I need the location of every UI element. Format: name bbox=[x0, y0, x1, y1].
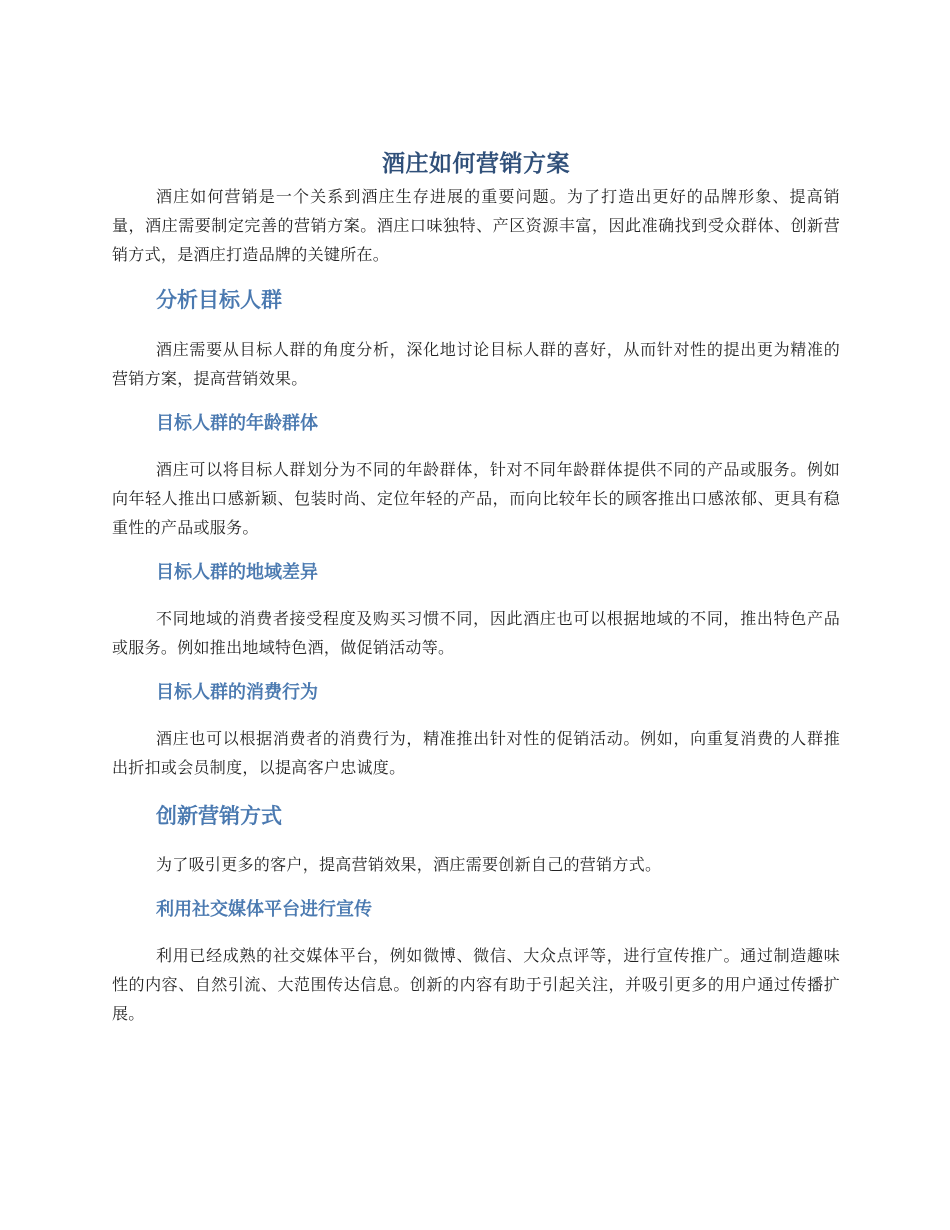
subheading-age-groups: 目标人群的年龄群体 bbox=[156, 413, 318, 434]
section-heading-innovative-marketing: 创新营销方式 bbox=[156, 804, 282, 828]
section-paragraph-target-audience: 酒庄需要从目标人群的角度分析，深化地讨论目标人群的喜好，从而针对性的提出更为精准的营销方案，提高营销效果。 bbox=[112, 340, 840, 388]
paragraph-regional-differences: 不同地域的消费者接受程度及购买习惯不同，因此酒庄也可以根据地域的不同，推出特色产品或服务。例如推出地域特色酒，做促销活动等。 bbox=[112, 609, 840, 657]
subheading-social-media: 利用社交媒体平台进行宣传 bbox=[156, 899, 372, 920]
paragraph-consumer-behavior: 酒庄也可以根据消费者的消费行为，精准推出针对性的促销活动。例如，向重复消费的人群推出折扣或会员制度，以提高客户忠诚度。 bbox=[112, 729, 840, 777]
section-paragraph-innovative-marketing: 为了吸引更多的客户，提高营销效果，酒庄需要创新自己的营销方式。 bbox=[156, 855, 662, 874]
section-heading-target-audience: 分析目标人群 bbox=[156, 288, 282, 312]
intro-paragraph: 酒庄如何营销是一个关系到酒庄生存进展的重要问题。为了打造出更好的品牌形象、提高销量，酒庄需要制定完善的营销方案。酒庄口味独特、产区资源丰富，因此准确找到受众群体、创新营销方式，是酒庄打造品牌的关键所在。 bbox=[112, 187, 840, 264]
subheading-consumer-behavior: 目标人群的消费行为 bbox=[156, 682, 318, 703]
document-page bbox=[112, 148, 840, 1028]
document-title: 酒庄如何营销方案 bbox=[382, 151, 570, 177]
subheading-regional-differences: 目标人群的地域差异 bbox=[156, 562, 318, 583]
paragraph-social-media: 利用已经成熟的社交媒体平台，例如微博、微信、大众点评等，进行宣传推广。通过制造趣味性的内容、自然引流、大范围传达信息。创新的内容有助于引起关注，并吸引更多的用户通过传播扩展。 bbox=[112, 946, 840, 1023]
paragraph-age-groups: 酒庄可以将目标人群划分为不同的年龄群体，针对不同年龄群体提供不同的产品或服务。例如向年轻人推出口感新颖、包装时尚、定位年轻的产品，而向比较年长的顾客推出口感浓郁、更具有稳重性的产品或服务。 bbox=[112, 460, 840, 537]
